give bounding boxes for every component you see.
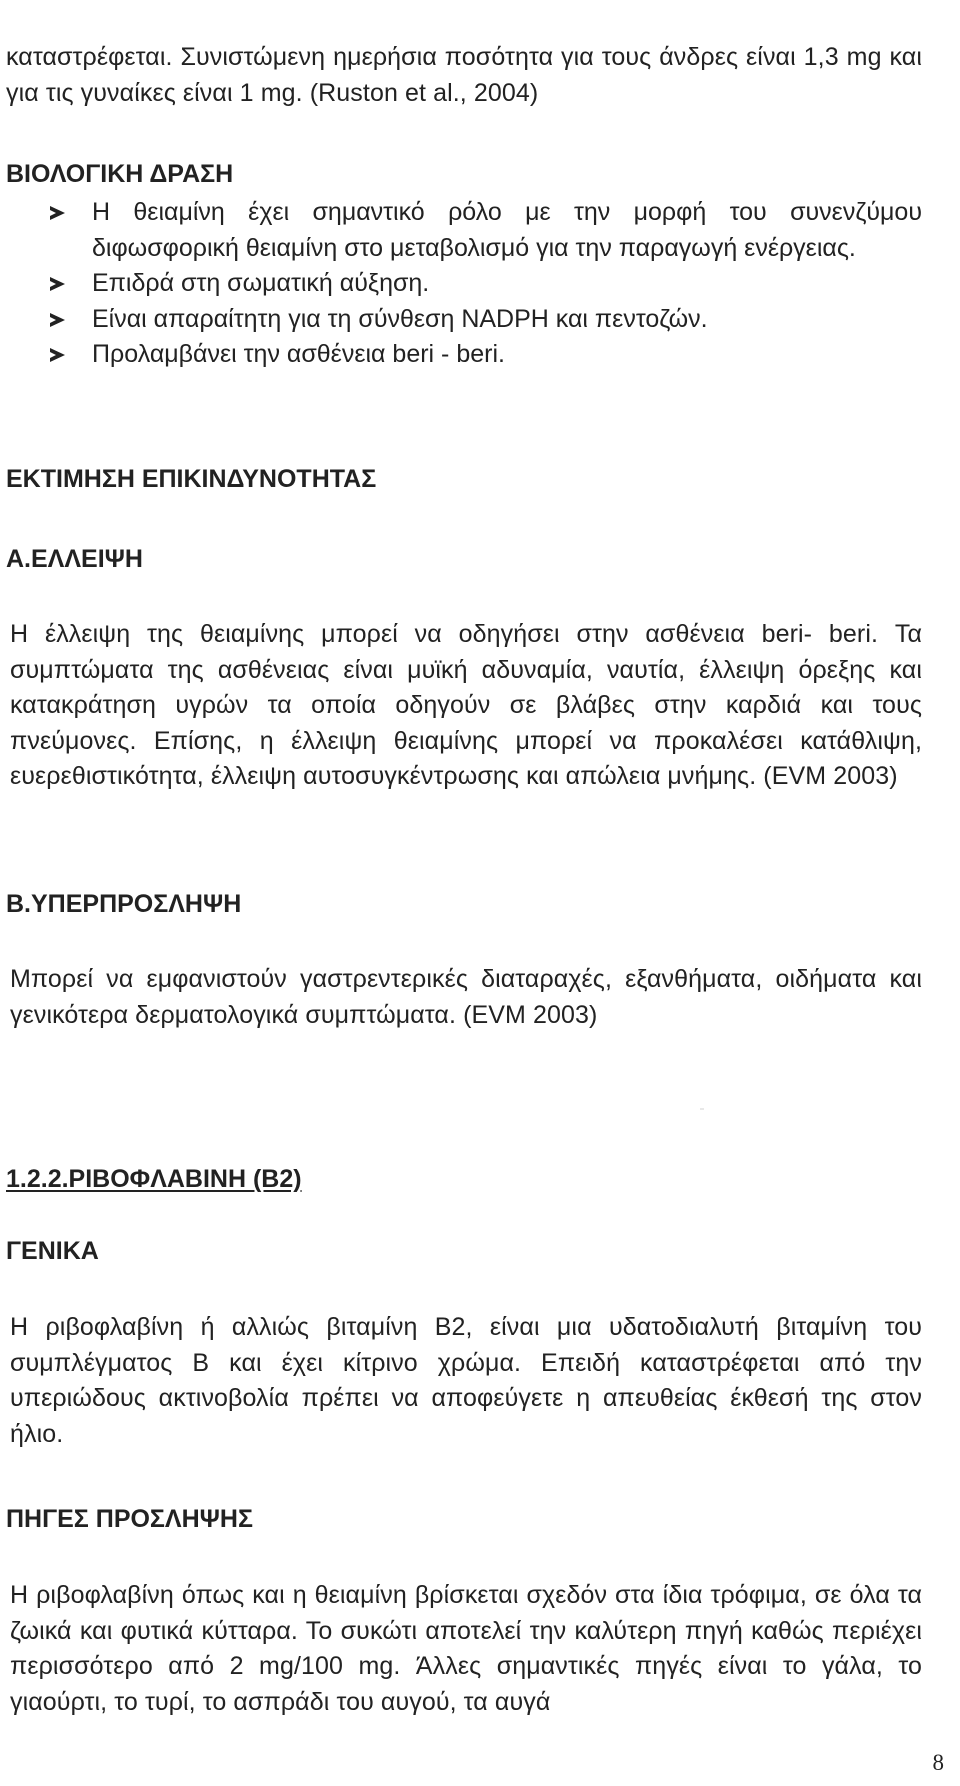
arrow-bullet-icon: [50, 206, 65, 220]
deficiency-paragraph: Η έλλειψη της θειαμίνης μπορεί να οδηγήσει στην ασθένεια beri- beri. Τα συμπτώματα της ασθένειας είναι μυϊκή αδυναμία, ναυτία, έλλειψη όρεξης και κατακράτηση υγρών τα οποία οδηγούν σε βλάβες στην καρδιά και τους πνεύμονες. Επίσης, η έλλειψη θειαμίνης μπορεί να προκαλέσει κατάθλιψη, ευερεθιστικότητα, έλλειψη αυτοσυγκέντρωσης και απώλεια μνήμης. (EVM 2003): [10, 620, 922, 790]
heading-sources: ΠΗΓΕΣ ΠΡΟΣΛΗΨΗΣ: [6, 1505, 253, 1533]
general-paragraph: Η ριβοφλαβίνη ή αλλιώς βιταμίνη Β2, είναι μια υδατοδιαλυτή βιταμίνη του συμπλέγματος Β και έχει κίτρινο χρώμα. Επειδή καταστρέφεται από την υπεριώδους ακτινοβολία πρέπει να αποφεύγετε η απευθείας έκθεσή της στον ήλιο.: [10, 1313, 922, 1448]
arrow-bullet-icon: [50, 348, 65, 362]
section-heading-riboflavin: 1.2.2.ΡΙΒΟΦΛΑΒΙΝΗ (Β2): [6, 1165, 302, 1193]
excess-paragraph: Μπορεί να εμφανιστούν γαστρεντερικές διαταραχές, εξανθήματα, οιδήματα και γενικότερα δερματολογικά συμπτώματα. (EVM 2003): [10, 965, 922, 1029]
biological-action-list: [50, 195, 922, 373]
heading-excess: Β.ΥΠΕΡΠΡΟΣΛΗΨΗ: [6, 890, 242, 918]
arrow-bullet-icon: [50, 277, 65, 291]
scan-speck: [700, 1108, 704, 1110]
list-item: [50, 337, 922, 373]
heading-biological-action: ΒΙΟΛΟΓΙΚΗ ΔΡΑΣΗ: [6, 160, 234, 188]
intro-paragraph: καταστρέφεται. Συνιστώμενη ημερήσια ποσότητα για τους άνδρες είναι 1,3 mg και για τις γυναίκες είναι 1 mg. (Ruston et al., 2004): [6, 43, 922, 107]
list-item: [50, 195, 922, 266]
heading-risk-assessment: ΕΚΤΙΜΗΣΗ ΕΠΙΚΙΝΔΥΝΟΤΗΤΑΣ: [6, 465, 377, 493]
bullet-text: Επιδρά στη σωματική αύξηση.: [92, 269, 430, 297]
bullet-text: Η θειαμίνη έχει σημαντικό ρόλο με την μορφή του συνενζύμου διφωσφορική θειαμίνη στο μεταβολισμό για την παραγωγή ενέργειας.: [92, 198, 922, 262]
list-item: [50, 302, 922, 338]
bullet-text: Προλαμβάνει την ασθένεια beri - beri.: [92, 340, 505, 368]
arrow-bullet-icon: [50, 313, 65, 327]
heading-deficiency: Α.ΕΛΛΕΙΨΗ: [6, 545, 143, 573]
bullet-text: Είναι απαραίτητη για τη σύνθεση NADPH και πεντοζών.: [92, 304, 708, 333]
page-number: 8: [932, 1750, 944, 1775]
list-item: [50, 266, 922, 302]
sources-paragraph: Η ριβοφλαβίνη όπως και η θειαμίνη βρίσκεται σχεδόν στα ίδια τρόφιμα, σε όλα τα ζωικά και φυτικά κύτταρα. Το συκώτι αποτελεί την καλύτερη πηγή καθώς περιέχει περισσότερο από 2 mg/100 mg. Άλλες σημαντικές πηγές είναι το γάλα, το γιαούρτι, το τυρί, το ασπράδι του αυγού, τα αυγά: [10, 1581, 922, 1716]
heading-general: ΓΕΝΙΚΑ: [6, 1237, 99, 1265]
